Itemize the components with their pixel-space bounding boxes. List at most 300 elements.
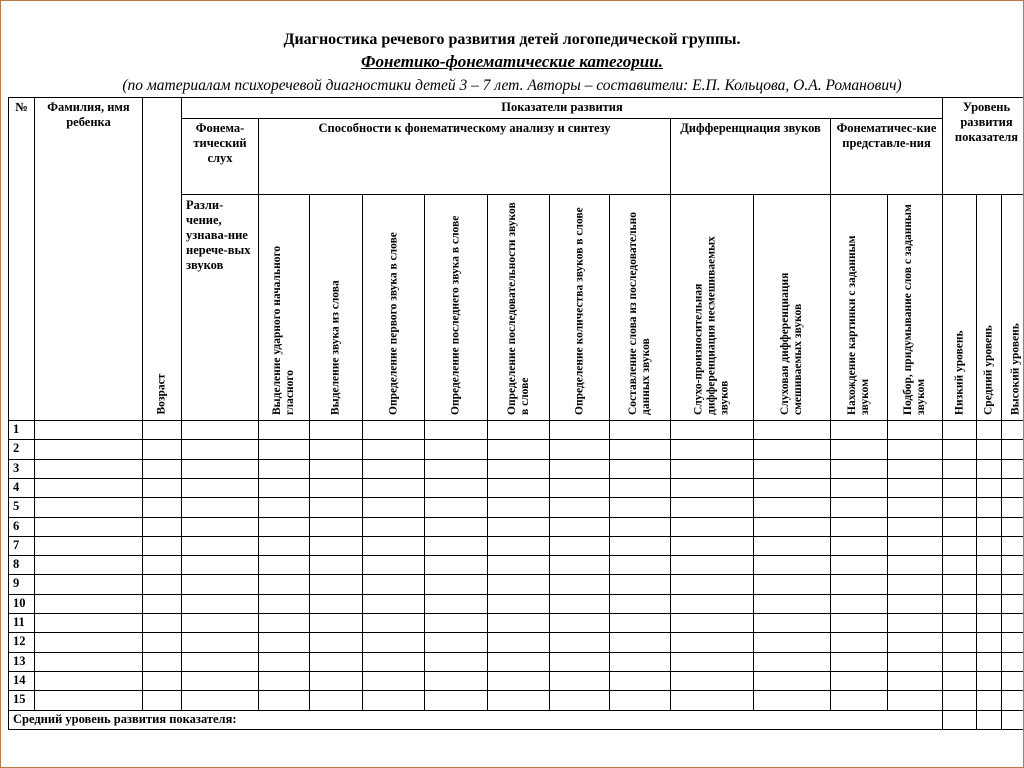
table-cell — [34, 478, 143, 498]
table-cell — [976, 652, 1002, 672]
table-cell — [753, 459, 831, 479]
table-cell — [424, 574, 488, 595]
level-column-1-text: Низкий уровень — [953, 329, 965, 415]
table-cell — [258, 671, 310, 691]
table-cell — [887, 652, 943, 672]
table-cell — [424, 594, 488, 614]
indicator-column-2 — [309, 194, 363, 421]
table-cell — [942, 517, 977, 537]
table-cell — [34, 517, 143, 537]
table-cell — [976, 574, 1002, 595]
indicator-column-1-text: Выделение ударного начального гласного — [271, 245, 296, 415]
table-cell — [142, 420, 182, 440]
table-cell — [424, 613, 488, 633]
table-cell — [1001, 439, 1024, 460]
table-cell — [887, 594, 943, 614]
table-cell — [424, 652, 488, 672]
table-cell — [258, 478, 310, 498]
table-cell — [181, 690, 259, 711]
table-cell — [753, 536, 831, 556]
table-cell — [362, 574, 425, 595]
indicator-column-6-text: Определение количества звуков в слове — [573, 206, 585, 415]
level-column-3 — [1001, 194, 1024, 421]
table-cell — [362, 459, 425, 479]
table-cell — [976, 478, 1002, 498]
table-cell — [487, 671, 550, 691]
table-cell — [362, 497, 425, 518]
table-cell — [830, 652, 888, 672]
table-cell — [609, 690, 671, 711]
table-cell — [1001, 555, 1024, 575]
table-cell — [424, 671, 488, 691]
indicator-column-10 — [830, 194, 888, 421]
table-cell — [609, 420, 671, 440]
table-cell — [942, 420, 977, 440]
table-cell — [609, 517, 671, 537]
row-number: 15 — [8, 690, 35, 711]
table-cell — [976, 420, 1002, 440]
indicator-column-5-text: Определение последовательности звуков в слове — [505, 201, 531, 415]
table-cell — [362, 536, 425, 556]
row-number: 12 — [8, 632, 35, 653]
table-cell — [487, 420, 550, 440]
table-cell — [424, 478, 488, 498]
table-cell — [976, 439, 1002, 460]
table-cell — [830, 574, 888, 595]
table-cell — [258, 555, 310, 575]
table-cell — [362, 439, 425, 460]
indicator-column-7 — [609, 194, 671, 421]
table-cell — [887, 536, 943, 556]
table-cell — [609, 613, 671, 633]
table-cell — [942, 555, 977, 575]
table-cell — [887, 517, 943, 537]
table-cell — [1001, 420, 1024, 440]
table-cell — [487, 594, 550, 614]
indicator-column-3 — [362, 194, 425, 421]
phonemic-hearing-header: Фонема-тический слух — [181, 118, 259, 195]
table-cell — [34, 420, 143, 440]
table-cell — [887, 690, 943, 711]
table-cell — [609, 459, 671, 479]
indicator-column-5 — [487, 194, 550, 421]
table-cell — [181, 439, 259, 460]
table-cell — [830, 478, 888, 498]
table-cell — [976, 594, 1002, 614]
table-cell — [142, 574, 182, 595]
table-cell — [609, 574, 671, 595]
table-cell — [670, 517, 754, 537]
table-cell — [830, 594, 888, 614]
table-cell — [487, 478, 550, 498]
table-cell — [309, 594, 363, 614]
table-cell — [1001, 478, 1024, 498]
table-cell — [753, 517, 831, 537]
table-cell — [258, 420, 310, 440]
table-cell — [670, 439, 754, 460]
title-line-1: Диагностика речевого развития детей логопедической группы. — [283, 31, 741, 48]
table-cell — [34, 439, 143, 460]
row-number: 1 — [8, 420, 35, 440]
table-cell — [142, 517, 182, 537]
table-cell — [424, 497, 488, 518]
table-cell — [670, 690, 754, 711]
table-cell — [181, 555, 259, 575]
table-cell — [309, 536, 363, 556]
table-cell — [362, 420, 425, 440]
table-cell — [942, 439, 977, 460]
representations-header: Фонематичес-кие представле-ния — [830, 118, 943, 195]
table-cell — [887, 574, 943, 595]
table-cell — [362, 594, 425, 614]
table-cell — [549, 439, 610, 460]
table-cell — [609, 497, 671, 518]
footer-average-level: Средний уровень развития показателя: — [8, 710, 943, 730]
table-cell — [181, 459, 259, 479]
table-cell — [142, 613, 182, 633]
table-cell — [670, 478, 754, 498]
table-cell — [753, 594, 831, 614]
table-cell — [258, 574, 310, 595]
table-cell — [670, 497, 754, 518]
table-cell — [887, 420, 943, 440]
table-cell — [142, 439, 182, 460]
table-cell — [181, 574, 259, 595]
level-column-2 — [976, 194, 1002, 421]
table-cell — [1001, 613, 1024, 633]
table-cell — [549, 574, 610, 595]
table-cell — [309, 671, 363, 691]
table-cell — [1001, 632, 1024, 653]
table-cell — [670, 574, 754, 595]
table-cell — [424, 459, 488, 479]
table-cell — [753, 497, 831, 518]
table-cell — [34, 613, 143, 633]
table-cell — [830, 613, 888, 633]
table-cell — [258, 652, 310, 672]
table-cell — [670, 594, 754, 614]
table-cell — [1001, 536, 1024, 556]
col-number-header: № — [8, 97, 35, 421]
table-cell — [753, 555, 831, 575]
table-cell — [549, 536, 610, 556]
col-age-header-text: Возраст — [155, 373, 168, 415]
table-cell — [549, 613, 610, 633]
analysis-synthesis-header: Способности к фонематическому анализу и синтезу — [258, 118, 671, 195]
indicators-group-header: Показатели развития — [181, 97, 943, 119]
table-cell — [609, 555, 671, 575]
table-cell — [670, 652, 754, 672]
table-cell — [753, 690, 831, 711]
table-cell — [424, 420, 488, 440]
title-line-2: Фонетико-фонематические категории. — [361, 52, 663, 71]
table-cell — [549, 652, 610, 672]
indicator-column-4 — [424, 194, 488, 421]
table-cell — [181, 420, 259, 440]
table-cell — [34, 594, 143, 614]
table-cell — [976, 710, 1002, 730]
table-cell — [258, 459, 310, 479]
table-cell — [309, 574, 363, 595]
table-cell — [1001, 690, 1024, 711]
table-cell — [258, 613, 310, 633]
level-column-3-text: Высокий уровень — [1009, 322, 1022, 415]
table-cell — [362, 613, 425, 633]
indicator-column-6 — [549, 194, 610, 421]
table-cell — [609, 478, 671, 498]
table-cell — [34, 690, 143, 711]
table-cell — [487, 439, 550, 460]
indicator-column-2-text: Выделение звука из слова — [329, 279, 342, 415]
table-cell — [830, 555, 888, 575]
table-cell — [142, 459, 182, 479]
row-number: 11 — [8, 613, 35, 633]
level-column-2-text: Средний уровень — [982, 324, 995, 415]
table-cell — [424, 517, 488, 537]
table-cell — [887, 671, 943, 691]
indicator-column-3-text: Определение первого звука в слове — [387, 231, 399, 415]
table-cell — [309, 613, 363, 633]
table-cell — [1001, 497, 1024, 518]
table-cell — [887, 555, 943, 575]
table-cell — [549, 594, 610, 614]
table-cell — [309, 555, 363, 575]
table-cell — [309, 690, 363, 711]
table-cell — [142, 497, 182, 518]
table-cell — [142, 632, 182, 653]
table-cell — [142, 671, 182, 691]
table-cell — [258, 690, 310, 711]
table-cell — [976, 555, 1002, 575]
table-cell — [258, 632, 310, 653]
table-cell — [34, 671, 143, 691]
table-cell — [34, 632, 143, 653]
table-cell — [142, 555, 182, 575]
table-cell — [34, 574, 143, 595]
table-cell — [609, 439, 671, 460]
table-cell — [976, 536, 1002, 556]
table-cell — [670, 420, 754, 440]
table-cell — [34, 652, 143, 672]
table-cell — [976, 671, 1002, 691]
table-cell — [609, 652, 671, 672]
table-cell — [309, 439, 363, 460]
table-cell — [670, 459, 754, 479]
table-cell — [362, 555, 425, 575]
table-cell — [753, 671, 831, 691]
table-cell — [609, 536, 671, 556]
indicator-column-10-text: Нахождение картинки с заданным звуком — [846, 235, 871, 415]
table-cell — [887, 632, 943, 653]
table-cell — [181, 517, 259, 537]
table-cell — [549, 420, 610, 440]
table-cell — [1001, 574, 1024, 595]
table-cell — [309, 632, 363, 653]
table-cell — [830, 420, 888, 440]
table-cell — [830, 632, 888, 653]
table-cell — [976, 459, 1002, 479]
table-cell — [976, 613, 1002, 633]
table-cell — [34, 459, 143, 479]
table-cell — [670, 613, 754, 633]
row-number: 6 — [8, 517, 35, 537]
table-cell — [424, 690, 488, 711]
table-cell — [181, 613, 259, 633]
table-cell — [309, 459, 363, 479]
table-cell — [1001, 594, 1024, 614]
table-cell — [142, 594, 182, 614]
table-cell — [181, 478, 259, 498]
table-cell — [887, 478, 943, 498]
table-cell — [181, 671, 259, 691]
table-cell — [942, 478, 977, 498]
table-cell — [487, 555, 550, 575]
table-cell — [487, 632, 550, 653]
title-line-3: (по материалам психоречевой диагностики детей 3 – 7 лет. Авторы – составители: Е.П. Кольцова, О.А. Романович) — [122, 77, 902, 94]
table-cell — [670, 671, 754, 691]
table-cell — [942, 574, 977, 595]
table-cell — [887, 613, 943, 633]
row-number: 2 — [8, 439, 35, 460]
table-cell — [753, 632, 831, 653]
table-cell — [976, 517, 1002, 537]
table-cell — [258, 439, 310, 460]
row-number: 8 — [8, 555, 35, 575]
indicator-column-8 — [670, 194, 754, 421]
table-cell — [549, 478, 610, 498]
table-cell — [549, 632, 610, 653]
table-cell — [34, 497, 143, 518]
table-cell — [549, 690, 610, 711]
table-cell — [753, 652, 831, 672]
table-cell — [362, 632, 425, 653]
row-number: 3 — [8, 459, 35, 479]
table-cell — [549, 555, 610, 575]
table-cell — [1001, 652, 1024, 672]
table-cell — [424, 536, 488, 556]
table-cell — [830, 497, 888, 518]
table-cell — [609, 632, 671, 653]
table-cell — [887, 439, 943, 460]
table-cell — [942, 710, 977, 730]
level-group-header: Уровень развития показателя — [942, 97, 1024, 195]
table-cell — [549, 517, 610, 537]
table-cell — [487, 574, 550, 595]
table-cell — [609, 594, 671, 614]
table-cell — [487, 459, 550, 479]
table-cell — [309, 420, 363, 440]
table-cell — [753, 420, 831, 440]
table-cell — [976, 690, 1002, 711]
row-number: 4 — [8, 478, 35, 498]
table-cell — [142, 478, 182, 498]
row-number: 13 — [8, 652, 35, 672]
table-cell — [942, 671, 977, 691]
differentiation-header: Дифференциация звуков — [670, 118, 831, 195]
table-cell — [309, 478, 363, 498]
table-cell — [362, 517, 425, 537]
table-cell — [181, 497, 259, 518]
table-cell — [830, 671, 888, 691]
table-cell — [424, 555, 488, 575]
table-cell — [753, 478, 831, 498]
table-cell — [487, 536, 550, 556]
table-cell — [487, 652, 550, 672]
table-cell — [181, 632, 259, 653]
indicator-column-7-text: Составление слова из последовательно данных звуков — [627, 211, 652, 415]
table-cell — [830, 536, 888, 556]
row-number: 9 — [8, 574, 35, 595]
table-cell — [942, 594, 977, 614]
table-cell — [362, 671, 425, 691]
indicator-column-11-text: Подбор, придумывание слов с заданным звуком — [902, 203, 927, 415]
table-cell — [1001, 459, 1024, 479]
table-cell — [753, 574, 831, 595]
table-cell — [830, 439, 888, 460]
table-cell — [309, 497, 363, 518]
row-number: 5 — [8, 497, 35, 518]
table-cell — [487, 690, 550, 711]
table-cell — [1001, 671, 1024, 691]
indicator-column-9 — [753, 194, 831, 421]
indicator-column-1 — [258, 194, 310, 421]
table-cell — [976, 632, 1002, 653]
indicator-column-8-text: Слухо-произносительная дифференциация несмешиваемых звуков — [692, 235, 731, 415]
table-cell — [670, 555, 754, 575]
table-cell — [309, 652, 363, 672]
table-cell — [609, 671, 671, 691]
table-cell — [830, 690, 888, 711]
table-cell — [1001, 710, 1024, 730]
table-cell — [362, 478, 425, 498]
table-cell — [549, 497, 610, 518]
table-cell — [830, 517, 888, 537]
col-age-header — [142, 97, 182, 421]
table-cell — [142, 690, 182, 711]
table-cell — [942, 690, 977, 711]
table-cell — [424, 632, 488, 653]
row-number: 7 — [8, 536, 35, 556]
table-cell — [424, 439, 488, 460]
table-cell — [309, 517, 363, 537]
table-cell — [487, 497, 550, 518]
table-cell — [670, 632, 754, 653]
table-cell — [258, 536, 310, 556]
table-cell — [942, 459, 977, 479]
distinguish-sounds-header: Разли-чение, узнава-ние нерече-вых звуков — [181, 194, 259, 421]
table-cell — [487, 517, 550, 537]
table-cell — [258, 497, 310, 518]
table-cell — [942, 613, 977, 633]
table-cell — [258, 517, 310, 537]
table-cell — [887, 459, 943, 479]
table-cell — [753, 439, 831, 460]
table-cell — [181, 594, 259, 614]
table-cell — [362, 690, 425, 711]
indicator-column-11 — [887, 194, 943, 421]
table-cell — [942, 536, 977, 556]
table-cell — [181, 536, 259, 556]
table-cell — [830, 459, 888, 479]
table-cell — [942, 652, 977, 672]
table-cell — [258, 594, 310, 614]
table-cell — [34, 555, 143, 575]
table-cell — [181, 652, 259, 672]
table-cell — [1001, 517, 1024, 537]
table-cell — [753, 613, 831, 633]
indicator-column-4-text: Определение последнего звука в слове — [449, 215, 462, 415]
table-cell — [487, 613, 550, 633]
